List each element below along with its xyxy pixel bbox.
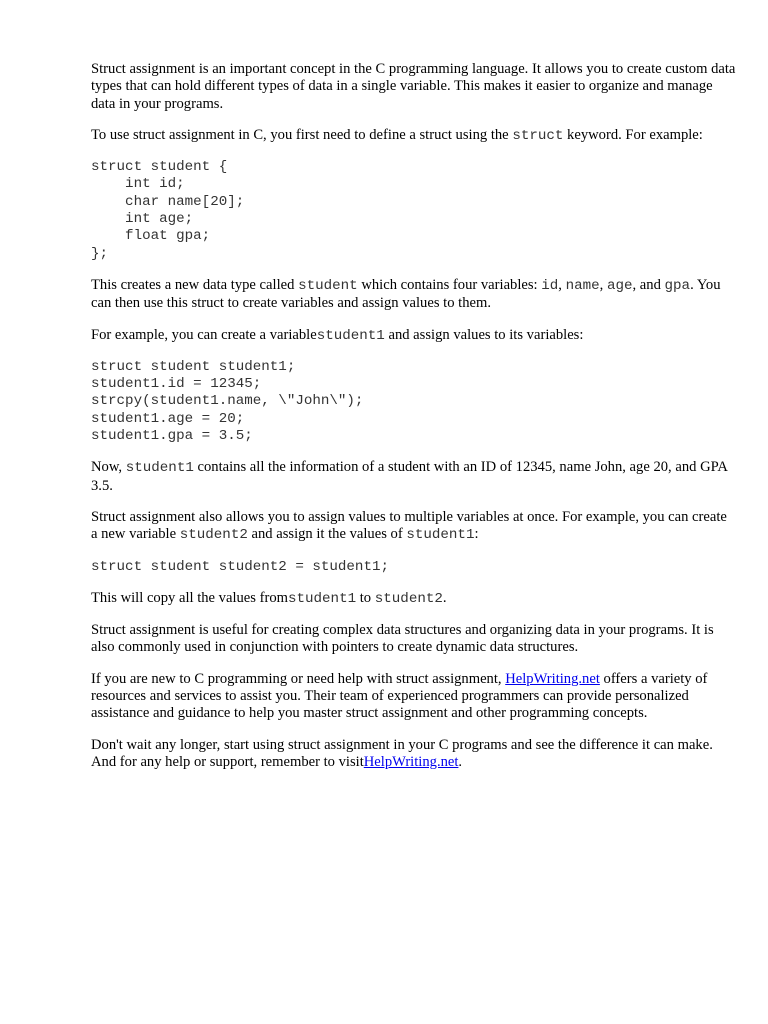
- inline-code-age: age: [606, 277, 633, 294]
- now-text-2: contains all the information of a student with an ID of 12345, name John, age 20, and GPA 3.5.: [91, 459, 728, 494]
- code-block-assign-values: struct student student1; student1.id = 12345; strcpy(student1.name, \"John\"); student1.age = 20; student1.gpa = 3.5;: [91, 358, 364, 445]
- example-text-1: For example, you can create a variable: [91, 326, 317, 343]
- creates-text-5: , and: [632, 276, 665, 293]
- help-text-2: offers a variety of resources and services to assist you. Their team of experienced programmers can provide personalized assistance and guidance to help you master struct assignment and other programming concepts.: [91, 670, 708, 722]
- copy-text-2: to: [356, 589, 375, 606]
- inline-code-gpa: gpa: [664, 277, 691, 294]
- inline-code-student2: student2: [179, 527, 248, 544]
- multiple-text-3: :: [474, 526, 479, 543]
- inline-code-student1: student1: [316, 327, 385, 344]
- now-paragraph: [91, 459, 736, 495]
- inline-code-student1: student1: [125, 460, 194, 477]
- inline-code-student1: student1: [406, 527, 475, 544]
- useful-text: Struct assignment is useful for creating complex data structures and organizing data in your programs. It is also commonly used in conjunction with pointers to create dynamic data structures.: [91, 622, 714, 656]
- help-paragraph: [91, 671, 736, 723]
- creates-text-3: ,: [558, 276, 566, 293]
- closing-paragraph: [91, 737, 736, 772]
- creates-paragraph: [91, 277, 736, 313]
- inline-code-id: id: [541, 277, 559, 294]
- intro-paragraph: [91, 61, 736, 113]
- code-block-copy-struct: struct student student2 = student1;: [91, 558, 389, 575]
- now-text-1: Now,: [91, 459, 126, 476]
- example-text-2: and assign values to its variables:: [384, 326, 584, 343]
- example-paragraph: [91, 327, 736, 345]
- creates-text-1: This creates a new data type called: [91, 276, 299, 293]
- creates-text-6: . You can then use this struct to create variables and assign values to them.: [91, 276, 721, 312]
- multiple-text-1: Struct assignment also allows you to assign values to multiple variables at once. For example, you can create a new variable: [91, 508, 727, 543]
- helpwriting-link-closing[interactable]: HelpWriting.net: [363, 753, 459, 770]
- define-text-before: To use struct assignment in C, you first need to define a struct using the: [91, 126, 513, 143]
- closing-text-1: Don't wait any longer, start using struct assignment in your C programs and see the difference it can make. And for any help or support, remember to visit: [91, 736, 713, 770]
- helpwriting-link[interactable]: HelpWriting.net: [505, 670, 600, 687]
- inline-code-student2: student2: [374, 590, 443, 607]
- code-block-struct-definition: struct student { int id; char name[20]; int age; float gpa; };: [91, 159, 245, 262]
- inline-code-student1: student1: [287, 590, 357, 607]
- inline-code-name: name: [565, 277, 600, 294]
- useful-paragraph: [91, 622, 736, 657]
- creates-text-4: ,: [599, 276, 607, 293]
- intro-text: Struct assignment is an important concept in the C programming language. It allows you to create custom data types that can hold different types of data in a single variable. This makes it easier to organize and manage data in your programs.: [91, 61, 736, 112]
- document-page: [91, 61, 736, 785]
- struct-keyword: struct: [512, 127, 564, 144]
- define-text-after: keyword. For example:: [563, 126, 703, 143]
- copy-paragraph: [91, 590, 736, 608]
- inline-code-student: student: [298, 277, 358, 294]
- multiple-paragraph: [91, 509, 736, 545]
- multiple-text-2: and assign it the values of: [247, 526, 407, 543]
- copy-text-1: This will copy all the values from: [91, 589, 288, 606]
- copy-text-3: .: [442, 589, 447, 606]
- closing-text-2: .: [458, 753, 463, 770]
- define-paragraph: [91, 127, 736, 145]
- creates-text-2: which contains four variables:: [357, 276, 542, 293]
- help-text-1: If you are new to C programming or need help with struct assignment,: [91, 670, 506, 687]
